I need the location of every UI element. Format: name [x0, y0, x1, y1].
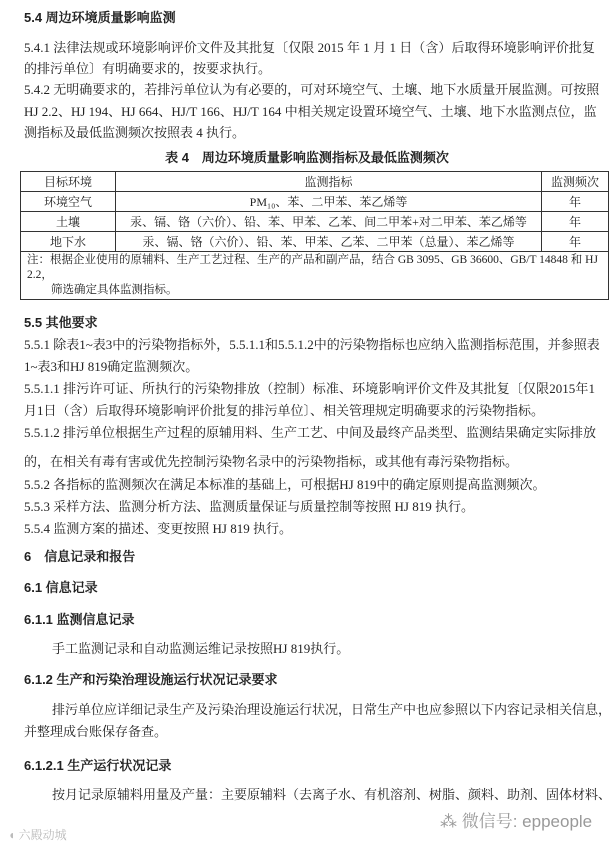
table-row	[21, 232, 609, 252]
cell: 地下水	[21, 232, 116, 252]
section-heading: 5.5 其他要求	[24, 315, 98, 330]
header-cell: 目标环境	[21, 172, 116, 192]
table-row	[21, 192, 609, 212]
paragraph-line: 5.5.1.1 排污许可证、所执行的污染物排放（控制）标准、环境影响评价文件及其批复〔仅限2015年1	[24, 381, 595, 396]
paragraph-line: 1~表3和HJ 819确定监测频次。	[24, 359, 199, 374]
paragraph-line: 5.4.1 法律法规或环境影响评价文件及其批复〔仅限 2015 年 1 月 1 日（含）后取得环境影响评价批复	[24, 40, 595, 55]
paragraph-line: 5.5.1.2 排污单位根据生产过程的原辅用料、生产工艺、中间及最终产品类型、监测结果确定实际排放	[24, 425, 597, 440]
paragraph-line: 手工监测记录和自动监测运维记录按照HJ 819执行。	[52, 641, 350, 656]
wechat-id: 微信号: eppeople	[461, 812, 593, 831]
subsection-heading: 6.1.1 监测信息记录	[24, 612, 135, 627]
monitoring-table	[20, 171, 609, 300]
section-heading: 5.4 周边环境质量影响监测	[24, 10, 176, 25]
paragraph-line: 并整理成台账保存备查。	[24, 724, 168, 739]
paragraph-line: 的，在相关有毒有害或优先控制污染物名录中的污染物指标，或其他有毒污染物指标。	[24, 454, 519, 469]
paragraph-line: 测指标及最低监测频次按照表 4 执行。	[24, 125, 246, 140]
table-note	[21, 252, 609, 300]
table-row	[21, 212, 609, 232]
cell: PM₁₀、苯、二甲苯、苯乙烯等	[116, 192, 542, 212]
note-line: 注：根据企业使用的原辅料、生产工艺过程、生产的产品和副产品，结合 GB 3095、GB 36600、GB/T 14848 和 HJ 2.2，	[27, 254, 598, 281]
cell: 土壤	[21, 212, 116, 232]
subsection-heading: 6.1.2 生产和污染治理设施运行状况记录要求	[24, 672, 278, 687]
paragraph-line: 5.4.2 无明确要求的，若排污单位认为有必要的，可对环境空气、土壤、地下水质量开展监测。可按照	[24, 82, 600, 97]
paragraph-line: 月1日（含）后取得环境影响评价批复的排污单位〕、相关管理规定明确要求的污染物指标。	[24, 403, 545, 418]
source-label: 六殿动城	[18, 828, 67, 842]
table-note-row	[21, 252, 609, 300]
paragraph-line: 排污单位应详细记录生产及污染治理设施运行状况，日常生产中也应参照以下内容记录相关信息，	[52, 702, 612, 717]
header-cell: 监测指标	[116, 172, 542, 192]
paragraph-line: 5.5.3 采样方法、监测分析方法、监测质量保证与质量控制等按照 HJ 819 执行。	[24, 499, 474, 514]
paragraph-line: HJ 2.2、HJ 194、HJ 664、HJ/T 166、HJ/T 164 中相关规定设置环境空气、土壤、地下水监测点位，监	[24, 104, 597, 119]
cell: 年	[542, 212, 609, 232]
cell: 年	[542, 232, 609, 252]
table-header-row	[21, 172, 609, 192]
wechat-watermark	[440, 812, 592, 832]
cell: 汞、镉、铬（六价）、铅、苯、甲苯、乙苯、二甲苯（总量）、苯乙烯等	[116, 232, 542, 252]
header-cell: 监测频次	[542, 172, 609, 192]
cell: 汞、镉、铬（六价）、铅、苯、甲苯、乙苯、间二甲苯+对二甲苯、苯乙烯等	[116, 212, 542, 232]
source-watermark	[8, 828, 67, 842]
cell: 年	[542, 192, 609, 212]
paragraph-line: 按月记录原辅料用量及产量：主要原辅料（去离子水、有机溶剂、树脂、颜料、助剂、固体材料、	[52, 787, 612, 802]
note-line: 筛选确定具体监测指标。	[51, 284, 178, 296]
section-heading: 6.1 信息记录	[24, 580, 98, 595]
chapter-heading: 6 信息记录和报告	[24, 549, 136, 564]
paragraph-line: 5.5.2 各指标的监测频次在满足本标准的基础上，可根据HJ 819中的确定原则提高监测频次。	[24, 477, 546, 492]
paragraph-line: 的排污单位〕有明确要求的，按要求执行。	[24, 61, 272, 76]
table-caption: 表 4 周边环境质量影响监测指标及最低监测频次	[165, 150, 449, 165]
paragraph-line: 5.5.4 监测方案的描述、变更按照 HJ 819 执行。	[24, 521, 292, 536]
subsection-heading: 6.1.2.1 生产运行状况记录	[24, 758, 172, 773]
logo-icon: ◖	[8, 828, 19, 842]
paragraph-line: 5.5.1 除表1~表3中的污染物指标外，5.5.1.1和5.5.1.2中的污染物指标也应纳入监测指标范围，并参照表	[24, 337, 600, 352]
wechat-icon: ⁂	[440, 812, 462, 831]
cell: 环境空气	[21, 192, 116, 212]
